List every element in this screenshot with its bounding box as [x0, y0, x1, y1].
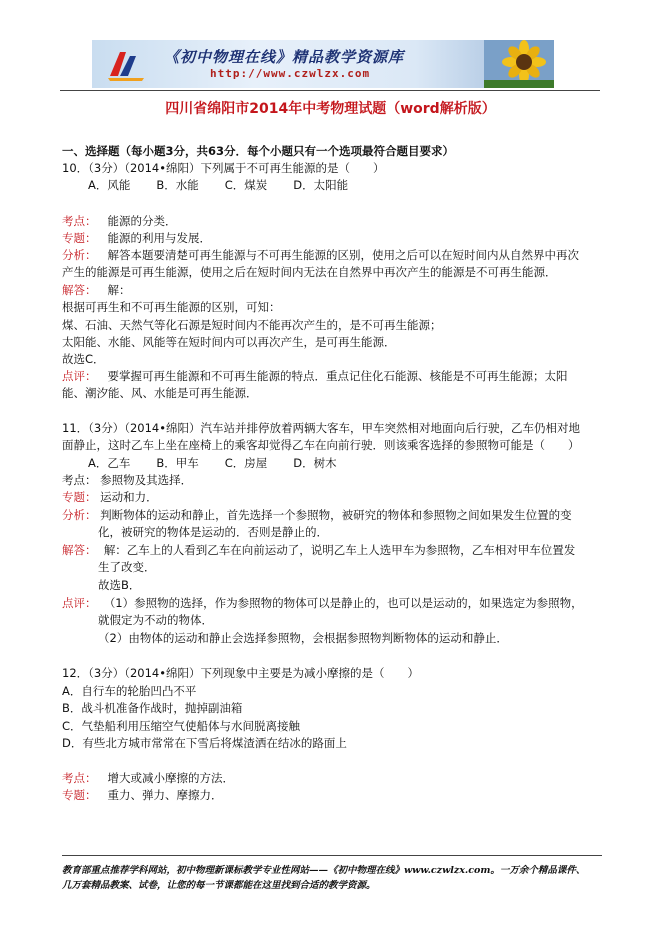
q11-option-a: A．乙车 [88, 456, 131, 470]
q10-kaodian-text: 能源的分类． [107, 214, 177, 228]
q11-options [88, 455, 363, 471]
q11-jieda [62, 542, 575, 558]
q12-zhuanti-text: 重力、弹力、摩擦力． [107, 788, 223, 802]
q11-stem-line1: 11．（3分）（2014•绵阳）汽车站并排停放着两辆大客车，甲车突然相对地面向后行驶，乙车仍相对地 [62, 421, 580, 435]
q11-kaodian [62, 472, 192, 488]
q10-dianping [62, 368, 567, 384]
q11-dianping-line1: （1）参照物的选择，作为参照物的物体可以是静止的，也可以是运动的，如果选定为参照物， [103, 596, 583, 610]
q10-jieda-line2: 煤、石油、天然气等化石源是短时间内不能再次产生的，是不可再生能源； [62, 318, 442, 332]
label-zhuanti: 专题： [62, 490, 97, 504]
banner-title: 《初中物理在线》精品教学资源库 [164, 48, 405, 66]
q12-kaodian-text: 增大或减小摩擦的方法． [107, 771, 234, 785]
q11-dianping-line3: （2）由物体的运动和静止会选择参照物，会根据参照物判断物体的运动和静止． [98, 631, 508, 645]
label-kaodian: 考点： [62, 473, 97, 487]
page-footer [62, 863, 602, 893]
label-jieda: 解答： [62, 283, 97, 297]
q10-jieda [62, 282, 130, 298]
q10-jieda-line1: 根据可再生和不可再生能源的区别，可知： [62, 300, 281, 314]
q11-stem-line2: 面静止，这时乙车上坐在座椅上的乘客却觉得乙车在向前行驶．则该乘客选择的参照物可能是（ ） [62, 438, 580, 452]
q10-option-b: B．水能 [156, 178, 199, 192]
q11-jieda-line2: 生了改变． [98, 560, 156, 574]
label-kaodian: 考点： [62, 771, 97, 785]
q10-jieda-line3: 太阳能、水能、风能等在短时间内可以再次产生，是可再生能源． [62, 335, 396, 349]
q10-option-a: A．风能 [88, 178, 131, 192]
q10-option-c: C．煤炭 [224, 178, 268, 192]
q11-zhuanti [62, 489, 158, 505]
q11-option-d: D．树木 [293, 456, 337, 470]
q10-fenxi-line1: 解答本题要清楚可再生能源与不可再生能源的区别，使用之后可以在短时间内从自然界中再次 [107, 248, 579, 262]
q11-fenxi [62, 507, 572, 523]
q10-fenxi-line2: 产生的能源是可再生能源，使用之后在短时间内无法在自然界中再次产生的能源是不可再生能源． [62, 265, 557, 279]
q11-fenxi-line1: 判断物体的运动和静止，首先选择一个参照物，被研究的物体和参照物之间如果发生位置的变 [100, 508, 572, 522]
q10-dianping-line1: 要掌握可再生能源和不可再生能源的特点．重点记住化石能源、核能是不可再生能源；太阳 [107, 369, 568, 383]
banner-url: http://www.czwlzx.com [210, 67, 371, 80]
q10-stem: 10．（3分）（2014•绵阳）下列属于不可再生能源的是（ ） [62, 161, 385, 175]
q10-zhuanti-text: 能源的利用与发展． [107, 231, 211, 245]
q11-dianping [62, 595, 583, 611]
q11-fenxi-line2: 化，被研究的物体是运动的．否则是静止的． [98, 525, 328, 539]
q10-kaodian [62, 213, 176, 229]
q11-option-b: B．甲车 [156, 456, 199, 470]
q10-fenxi [62, 247, 579, 263]
label-fenxi: 分析： [62, 248, 97, 262]
q11-kaodian-text: 参照物及其选择． [100, 473, 193, 487]
q10-options [88, 177, 374, 193]
label-dianping: 点评： [62, 596, 97, 610]
site-logo-icon [106, 46, 146, 82]
footer-line2: 几万套精品教案、试卷，让您的每一节课都能在这里找到合适的教学资源。 [62, 880, 376, 891]
q10-zhuanti [62, 230, 211, 246]
q10-jieda-line4: 故选C． [62, 352, 105, 366]
footer-line1: 教育部重点推荐学科网站，初中物理新课标教学专业性网站——《初中物理在线》www.czwlzx.com。一万余个精品课件、 [62, 865, 586, 876]
q10-dianping-line2: 能、潮汐能、风、水能是可再生能源． [62, 386, 258, 400]
q12-option-d: D．有些北方城市常常在下雪后将煤渣洒在结冰的路面上 [62, 736, 347, 750]
sunflower-icon [484, 40, 554, 88]
label-zhuanti: 专题： [62, 231, 97, 245]
q10-option-d: D．太阳能 [293, 178, 349, 192]
header-banner [92, 40, 554, 88]
label-kaodian: 考点： [62, 214, 97, 228]
q10-jieda-prefix: 解： [107, 283, 131, 297]
document-title: 四川省绵阳市2014年中考物理试题（word解析版） [165, 101, 496, 117]
label-jieda: 解答： [62, 543, 97, 557]
label-dianping: 点评： [62, 369, 97, 383]
label-zhuanti: 专题： [62, 788, 97, 802]
q11-option-c: C．房屋 [224, 456, 268, 470]
footer-divider [62, 855, 602, 856]
q11-jieda-line3: 故选B． [98, 578, 141, 592]
q12-kaodian [62, 770, 234, 786]
q11-jieda-line1: 解：乙车上的人看到乙车在向前运动了，说明乙车上人选甲车为参照物，乙车相对甲车位置发 [103, 543, 576, 557]
header-divider [60, 90, 600, 91]
q11-dianping-line2: 就假定为不动的物体． [98, 613, 213, 627]
q12-stem: 12．（3分）（2014•绵阳）下列现象中主要是为减小摩擦的是（ ） [62, 666, 419, 680]
q12-option-a: A．自行车的轮胎凹凸不平 [62, 684, 197, 698]
q11-zhuanti-text: 运动和力． [100, 490, 158, 504]
q12-option-b: B．战斗机准备作战时，抛掉副油箱 [62, 701, 243, 715]
q12-zhuanti [62, 787, 222, 803]
q12-option-c: C．气垫船利用压缩空气使船体与水间脱离接触 [62, 719, 301, 733]
label-fenxi: 分析： [62, 508, 97, 522]
section-heading: 一、选择题（每小题3分，共63分．每个小题只有一个选项最符合题目要求） [62, 144, 455, 158]
